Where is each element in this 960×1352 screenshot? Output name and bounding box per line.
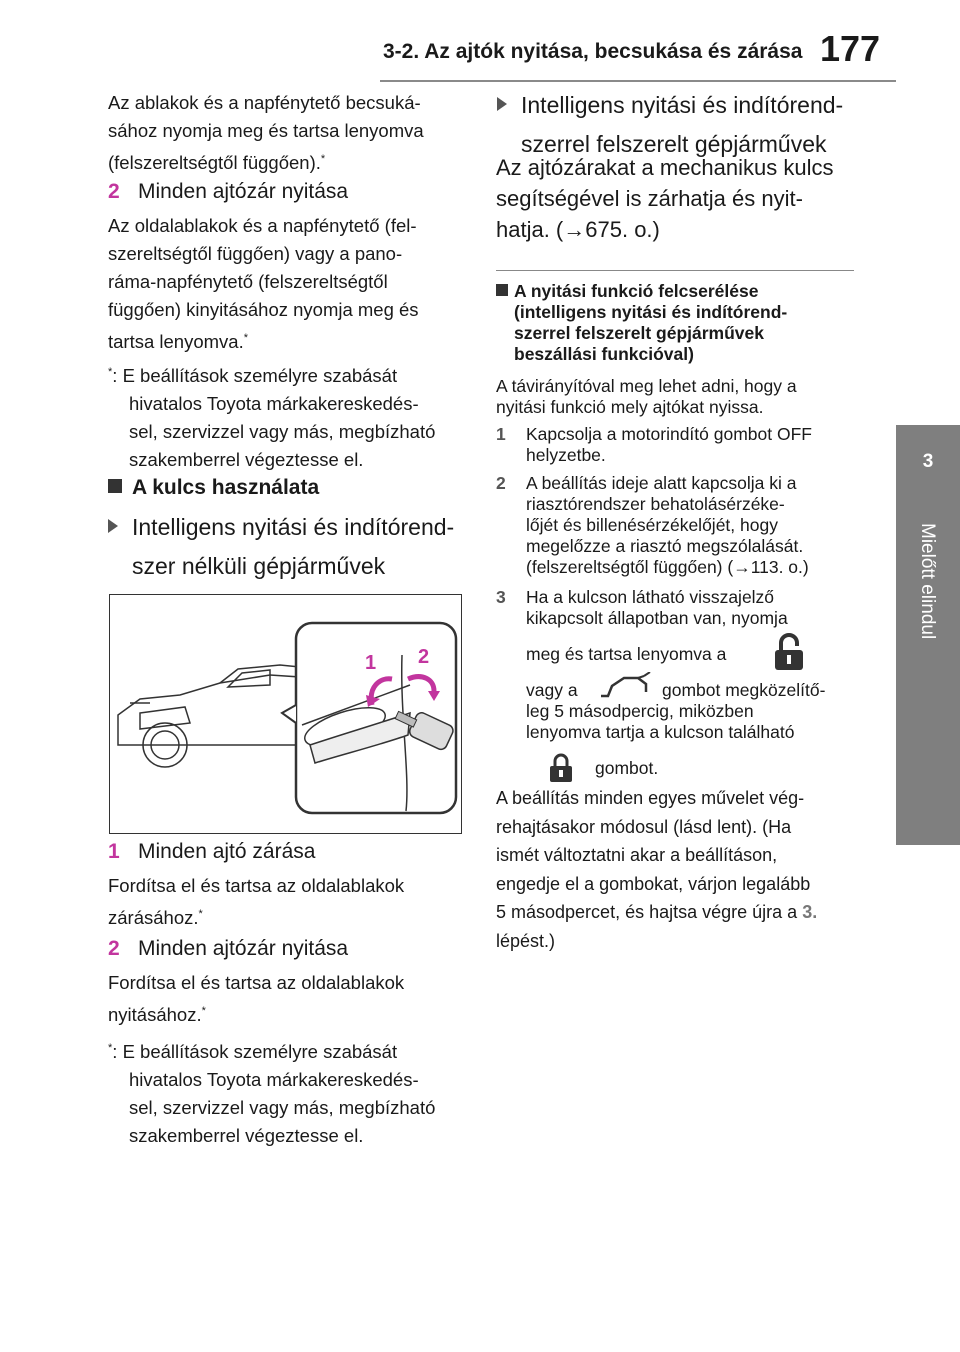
step-paragraph: Fordítsa el és tartsa az oldalablakok nyitásához.* [108,972,405,1026]
step-heading: 1 Minden ajtó zárása [108,840,316,863]
car-door-drawing [110,595,461,833]
step3-continuation: leg 5 másodpercig, miközben lenyomva tartja a kulcson található [526,701,795,742]
step3-continuation: gombot megközelítő- [662,680,826,700]
section-divider [496,270,854,271]
square-bullet-icon [108,479,122,493]
footnote: *: E beállítások személyre szabását hivatalos Toyota márkakereskedés- sel, szervizzel vagy más, megbízható szakemberrel végeztesse el. [108,1041,436,1147]
step-heading: 2 Minden ajtózár nyitása [108,937,349,960]
step-heading: 2 Minden ajtózár nyitása [108,180,349,203]
list-item: 1 Kapcsolja a motorindító gombot OFF helyzetbe. [496,424,812,465]
illustration-label-2: 2 [418,646,430,668]
section-heading: A kulcs használata [108,476,319,500]
subsection-heading: Intelligens nyitási és indítórend- szer nélküli gépjárművek [108,508,454,586]
square-bullet-icon [496,284,508,296]
illustration-label-1: 1 [365,652,377,674]
mechanical-key-paragraph: Az ajtózárakat a mechanikus kulcs segítségével is zárhatja és nyit- hatja. (→675. o.) [496,155,834,242]
chapter-title: Mielőtt elindul [917,523,938,640]
page-number: 177 [820,28,881,69]
list-item: 3 Ha a kulcson látható visszajelző kikapcsolt állapotban van, nyomja [496,587,788,628]
step-paragraph: Fordítsa el és tartsa az oldalablakok zárásához.* [108,875,405,929]
key-door-illustration [109,594,462,834]
step-reference: 3. [802,902,818,922]
list-item: 2 A beállítás ideje alatt kapcsolja ki a riasztórendszer behatolásérzéke- lőjét és billenésérzékelőjét, hogy megelőzze a riasztó megszólalását. (felszereltségtől függően) (→113. o.) [496,473,809,577]
subsection-heading: Intelligens nyitási és indítórend- szerrel felszerelt gépjárművek [497,86,843,164]
step-paragraph: Az oldalablakok és a napfénytető (fel- szereltségtől függően) vagy a pano- ráma-napfénytető (felszereltségtől függően) kinyitásához nyomja meg és tartsa lenyomva.* [108,215,419,353]
intro-paragraph: Az ablakok és a napfénytető becsuká- sához nyomja meg és tartsa lenyomva (felszereltségtől függően).* [108,92,424,174]
triangle-bullet-icon [108,519,118,533]
header-rule [380,80,896,82]
step3-button-text: gombot. [595,758,659,778]
lock-icon [548,752,574,784]
section-heading: A nyitási funkció felcserélése (intelligens nyitási és indítórend- szerrel felszerelt gépjárművek beszállási funkcióval) [496,281,787,365]
footnote: *: E beállítások személyre szabását hivatalos Toyota márkakereskedés- sel, szervizzel vagy más, megbízható szakemberrel végeztesse el. [108,365,436,471]
step3-or-text: vagy a [526,680,578,700]
lock-icon [772,632,806,672]
intro-paragraph: A távirányítóval meg lehet adni, hogy a nyitási funkció mely ajtókat nyissa. [496,376,797,417]
chapter-tab[interactable] [896,425,960,845]
section-title: 3-2. Az ajtók nyitása, becsukása és zárása [383,40,803,63]
triangle-bullet-icon [497,97,507,111]
back-door-icon [598,672,652,702]
step3-press-text: meg és tartsa lenyomva a [526,644,727,664]
chapter-number: 3 [922,451,934,472]
closing-paragraph: A beállítás minden egyes művelet vég- rehajtásakor módosul (lásd lent). (Ha ismét változtatni akar a beállításon, engedje el a gombokat, várjon legalább 5 másodpercet, és hajtsa végre újra a 3. lépést.) [496,788,818,951]
